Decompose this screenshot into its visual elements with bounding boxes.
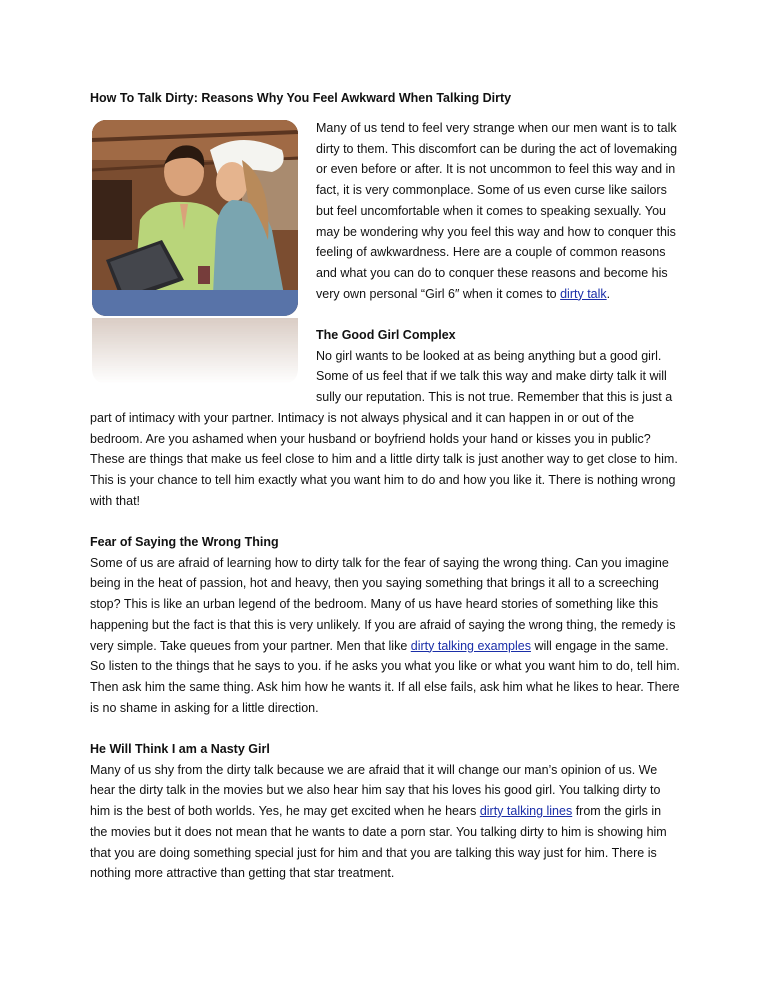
wrong-thing-text: Some of us are afraid of learning how to dirty talk for the fear of saying the wrong thing. Can you imagine being in the heat of passion, hot and heavy, then you saying something that brings it all to a screeching stop? This is like an urban legend of the bedroom. Many of us have heard stories of something like this happening but the fact is that this is very unlikely. If you are afraid of saying the wrong thing, the remedy is very simple. Take queues from your partner. Men that like xyxy=(90,555,676,653)
nasty-girl-after: from the girls in the movies but it does not mean that he wants to date a porn star. You talking dirty to him is showing him that you are doing something special just for him and that you are talking this way just for him. There is nothing more attractive than getting that star treatment. xyxy=(90,804,667,881)
nasty-girl-paragraph xyxy=(90,760,680,884)
dirty-talking-examples-link[interactable]: dirty talking examples xyxy=(410,638,531,653)
photo-reflection xyxy=(92,318,298,384)
document-page xyxy=(90,88,680,884)
wrong-thing-paragraph xyxy=(90,553,680,719)
dirty-talk-link[interactable]: dirty talk xyxy=(560,286,607,301)
heading-nasty-girl: He Will Think I am a Nasty Girl xyxy=(90,742,270,757)
intro-text: Many of us tend to feel very strange when our men want is to talk dirty to them. This discomfort can be during the act of lovemaking or even before or after. It is not uncommon to feel this way and in fact, it is very commonplace. Some of us even curse like sailors but feel uncomfortable when it comes to speaking sexually. You may be wondering why you feel this way and how to conquer this feeling of awkwardness. Here are a couple of common reasons and what you can do to conquer these reasons and become his very own personal “Girl 6″ when it comes to xyxy=(316,121,678,301)
heading-good-girl: The Good Girl Complex xyxy=(316,328,456,343)
couple-illustration xyxy=(92,120,298,316)
photo-frame xyxy=(92,120,298,316)
good-girl-paragraph: No girl wants to be looked at as being anything but a good girl. Some of us feel that if we talk this way and make dirty talk it will sully our reputation. This is not true. Remember that this is just a part of intimacy with your partner. Intimacy is not always physical and it can happen in or out of the bedroom. Are you ashamed when your husband or boyfriend holds your hand or kisses you in public? These are things that make us feel close to him and a little dirty talk is just another way to get close to him. This is your chance to tell him exactly what you want him to do and how you like it. There is nothing wrong with that! xyxy=(90,348,678,508)
article-title: How To Talk Dirty: Reasons Why You Feel Awkward When Talking Dirty xyxy=(90,91,512,105)
wrong-thing-after: will engage in the same. So listen to the things that he says to you. if he asks you what you like or what you want him to do, tell him. Then ask him the same thing. Ask him how he wants it. If all else fails, ask him what he likes to hear. There is no shame in asking for a little direction. xyxy=(90,638,680,715)
dirty-talking-lines-link[interactable]: dirty talking lines xyxy=(479,804,573,819)
intro-after: . xyxy=(606,286,611,301)
couple-photo-icon xyxy=(92,120,302,390)
heading-wrong-thing: Fear of Saying the Wrong Thing xyxy=(90,535,279,550)
nasty-girl-text: Many of us shy from the dirty talk because we are afraid that it will change our man’s opinion of us. We hear the dirty talk in the movies but we also hear him say that his loves his good girl. You talking dirty to him is the best of both worlds. Yes, he may get excited when he hears xyxy=(90,762,661,819)
